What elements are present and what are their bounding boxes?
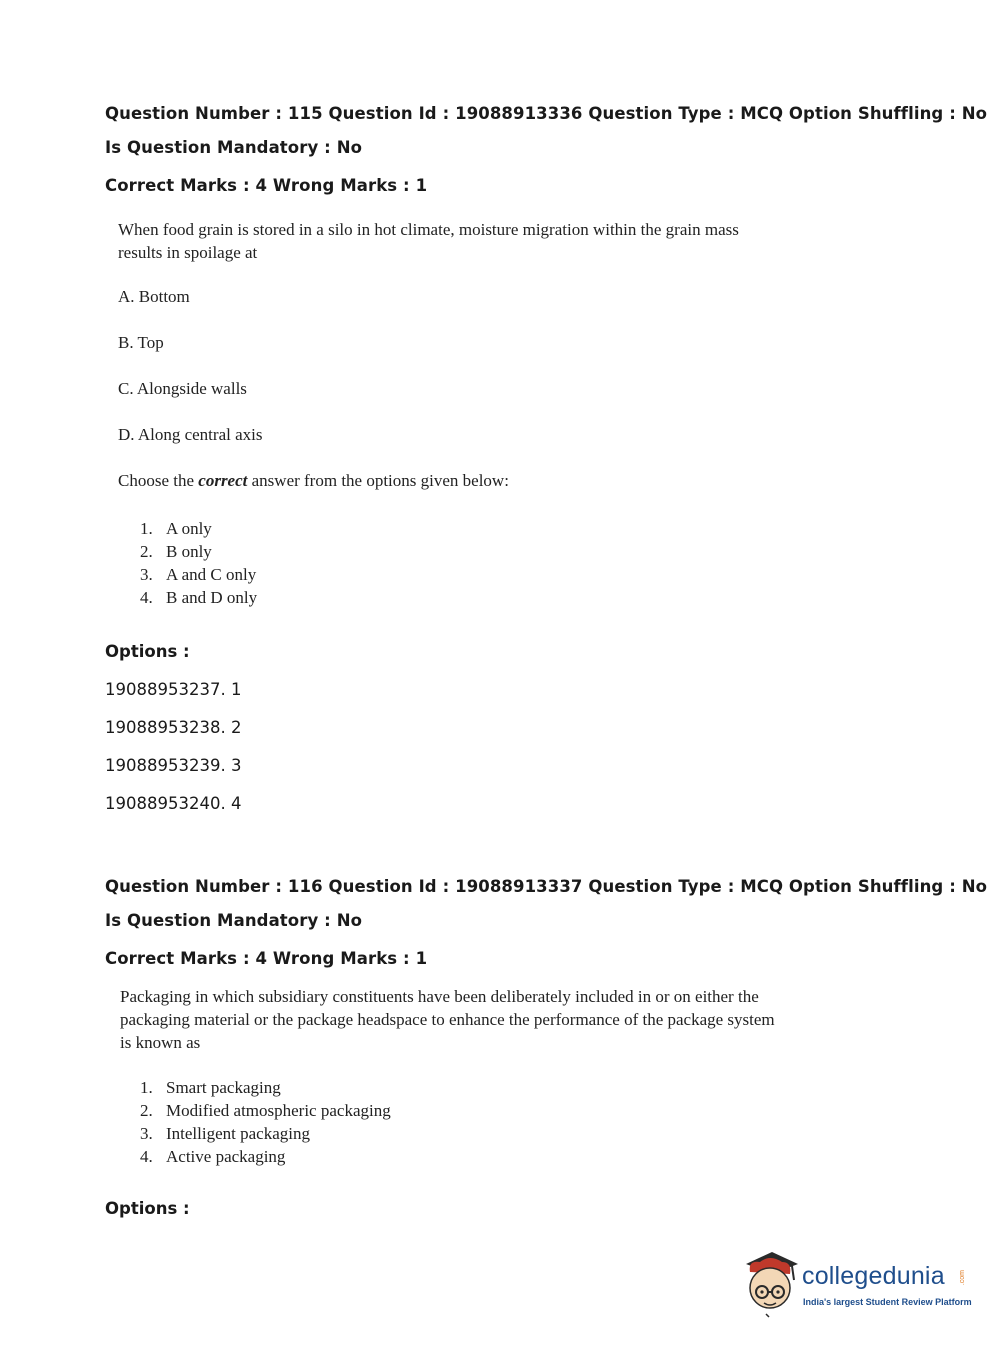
q115-text-line2: results in spoilage at — [118, 243, 258, 262]
q116-choice-list — [140, 1076, 391, 1168]
q115-option-1: 19088953237. 1 — [105, 680, 242, 699]
list-item: 4. Active packaging — [140, 1147, 286, 1166]
q115-marks: Correct Marks : 4 Wrong Marks : 1 — [105, 176, 428, 195]
q116-question-text — [120, 985, 780, 1054]
q115-option-2: 19088953238. 2 — [105, 718, 242, 737]
list-item: 1. A only — [140, 519, 212, 538]
q116-text-line2: packaging material or the package headspace to enhance the performance of the package system — [120, 1010, 775, 1029]
mascot-icon — [742, 1250, 800, 1320]
logo-domain: .com — [959, 1270, 966, 1286]
q115-choose-instruction — [118, 471, 509, 491]
q115-statement-d: D. Along central axis — [118, 425, 263, 444]
logo-tagline: India's largest Student Review Platform — [803, 1297, 972, 1307]
q116-header: Question Number : 116 Question Id : 19088913337 Question Type : MCQ Option Shuffling : No — [105, 877, 988, 896]
list-item: 3. Intelligent packaging — [140, 1124, 310, 1143]
q115-statement-a: A. Bottom — [118, 287, 190, 306]
choose-text-before: Choose the — [118, 471, 199, 490]
list-item: 1. Smart packaging — [140, 1078, 281, 1097]
list-item: 4. B and D only — [140, 588, 258, 607]
q115-statement-c: C. Alongside walls — [118, 379, 247, 398]
q116-options-label: Options : — [105, 1199, 190, 1218]
list-item: 2. Modified atmospheric packaging — [140, 1101, 391, 1120]
q115-statement-b: B. Top — [118, 333, 164, 352]
q115-question-text — [118, 218, 758, 264]
q115-header: Question Number : 115 Question Id : 19088913336 Question Type : MCQ Option Shuffling : No — [105, 104, 988, 123]
q116-marks: Correct Marks : 4 Wrong Marks : 1 — [105, 949, 428, 968]
q115-mandatory: Is Question Mandatory : No — [105, 138, 363, 157]
q115-option-4: 19088953240. 4 — [105, 794, 242, 813]
q115-options-label: Options : — [105, 642, 190, 661]
choose-text-emphasis: correct — [198, 471, 248, 490]
list-item: 3. A and C only — [140, 565, 257, 584]
choose-text-after: answer from the options given below: — [247, 471, 509, 490]
q115-choice-list — [140, 517, 257, 609]
q116-text-line3: is known as — [120, 1033, 201, 1052]
q116-text-line1: Packaging in which subsidiary constituents have been deliberately included in or on either the — [120, 987, 759, 1006]
logo-wordmark: collegedunia — [802, 1262, 945, 1290]
q115-text-line1: When food grain is stored in a silo in hot climate, moisture migration within the grain mass — [118, 220, 739, 239]
list-item: 2. B only — [140, 542, 212, 561]
collegedunia-logo — [742, 1250, 972, 1320]
q115-option-3: 19088953239. 3 — [105, 756, 242, 775]
q116-mandatory: Is Question Mandatory : No — [105, 911, 363, 930]
